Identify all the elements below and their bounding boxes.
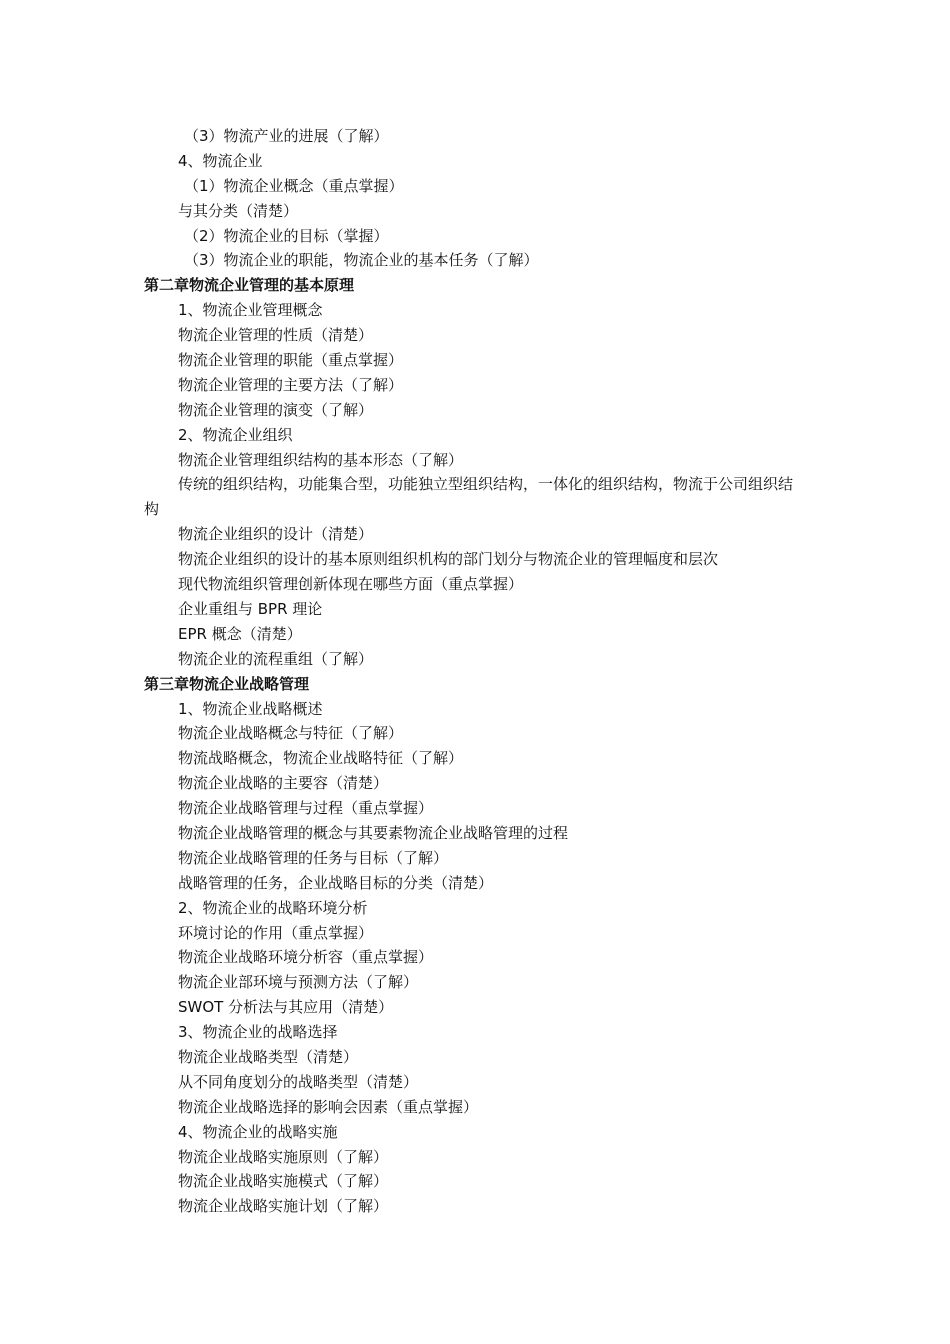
outline-item: 物流企业战略管理的概念与其要素物流企业战略管理的过程 [178,823,569,842]
outline-item: 物流企业战略实施模式（了解） [178,1172,389,1191]
outline-item: 现代物流组织管理创新体现在哪些方面（重点掌握） [178,575,524,594]
outline-item: 物流企业组织的设计的基本原则组织机构的部门划分与物流企业的管理幅度和层次 [178,550,719,569]
chapter-heading: 第二章物流企业管理的基本原理 [144,276,355,295]
outline-paragraph: 传统的组织结构，功能集合型，功能独立型组织结构，一体化的组织结构，物流于公司组织结构 [144,475,794,519]
outline-item: EPR 概念（清楚） [178,624,302,643]
outline-item: 物流企业战略选择的影响会因素（重点掌握） [178,1097,479,1116]
outline-item: （1）物流企业概念（重点掌握） [184,176,404,195]
section-title: 3、物流企业的战略选择 [178,1023,338,1042]
outline-item: 物流战略概念，物流企业战略特征（了解） [178,749,464,768]
document-body [0,124,950,1219]
section-title: 1、物流企业战略概述 [178,699,323,718]
outline-item: 物流企业战略实施原则（了解） [178,1147,389,1166]
section-title: 1、物流企业管理概念 [178,301,323,320]
outline-item: 物流企业管理的主要方法（了解） [178,375,404,394]
outline-item: 物流企业战略管理与过程（重点掌握） [178,799,434,818]
outline-item: SWOT 分析法与其应用（清楚） [178,998,394,1017]
section-title: 2、物流企业组织 [178,425,293,444]
outline-item: 物流企业管理组织结构的基本形态（了解） [178,450,464,469]
section-title: 2、物流企业的战略环境分析 [178,898,368,917]
outline-item: 物流企业战略管理的任务与目标（了解） [178,848,449,867]
section-title: 4、物流企业 [178,151,263,170]
outline-item: （2）物流企业的目标（掌握） [184,226,389,245]
outline-item: 物流企业管理的职能（重点掌握） [178,351,404,370]
outline-item: 与其分类（清楚） [178,201,299,220]
outline-item: 物流企业部环境与预测方法（了解） [178,973,419,992]
outline-item: 物流企业的流程重组（了解） [178,649,374,668]
section-title: 4、物流企业的战略实施 [178,1122,338,1141]
outline-item: （3）物流企业的职能，物流企业的基本任务（了解） [184,251,539,270]
outline-item: 物流企业管理的性质（清楚） [178,326,374,345]
outline-item: 物流企业战略概念与特征（了解） [178,724,404,743]
outline-item: 物流企业战略环境分析容（重点掌握） [178,948,434,967]
outline-item: 环境讨论的作用（重点掌握） [178,923,374,942]
outline-item: 企业重组与 BPR 理论 [178,599,323,618]
chapter-heading: 第三章物流企业战略管理 [144,674,310,693]
outline-item: 战略管理的任务，企业战略目标的分类（清楚） [178,873,494,892]
outline-item: 物流企业战略类型（清楚） [178,1047,359,1066]
outline-item: 物流企业组织的设计（清楚） [178,525,374,544]
outline-item: 物流企业管理的演变（了解） [178,400,374,419]
outline-item: 物流企业战略的主要容（清楚） [178,774,389,793]
outline-item: 物流企业战略实施计划（了解） [178,1197,389,1216]
outline-item: 从不同角度划分的战略类型（清楚） [178,1072,419,1091]
outline-item: （3）物流产业的进展（了解） [184,127,389,145]
